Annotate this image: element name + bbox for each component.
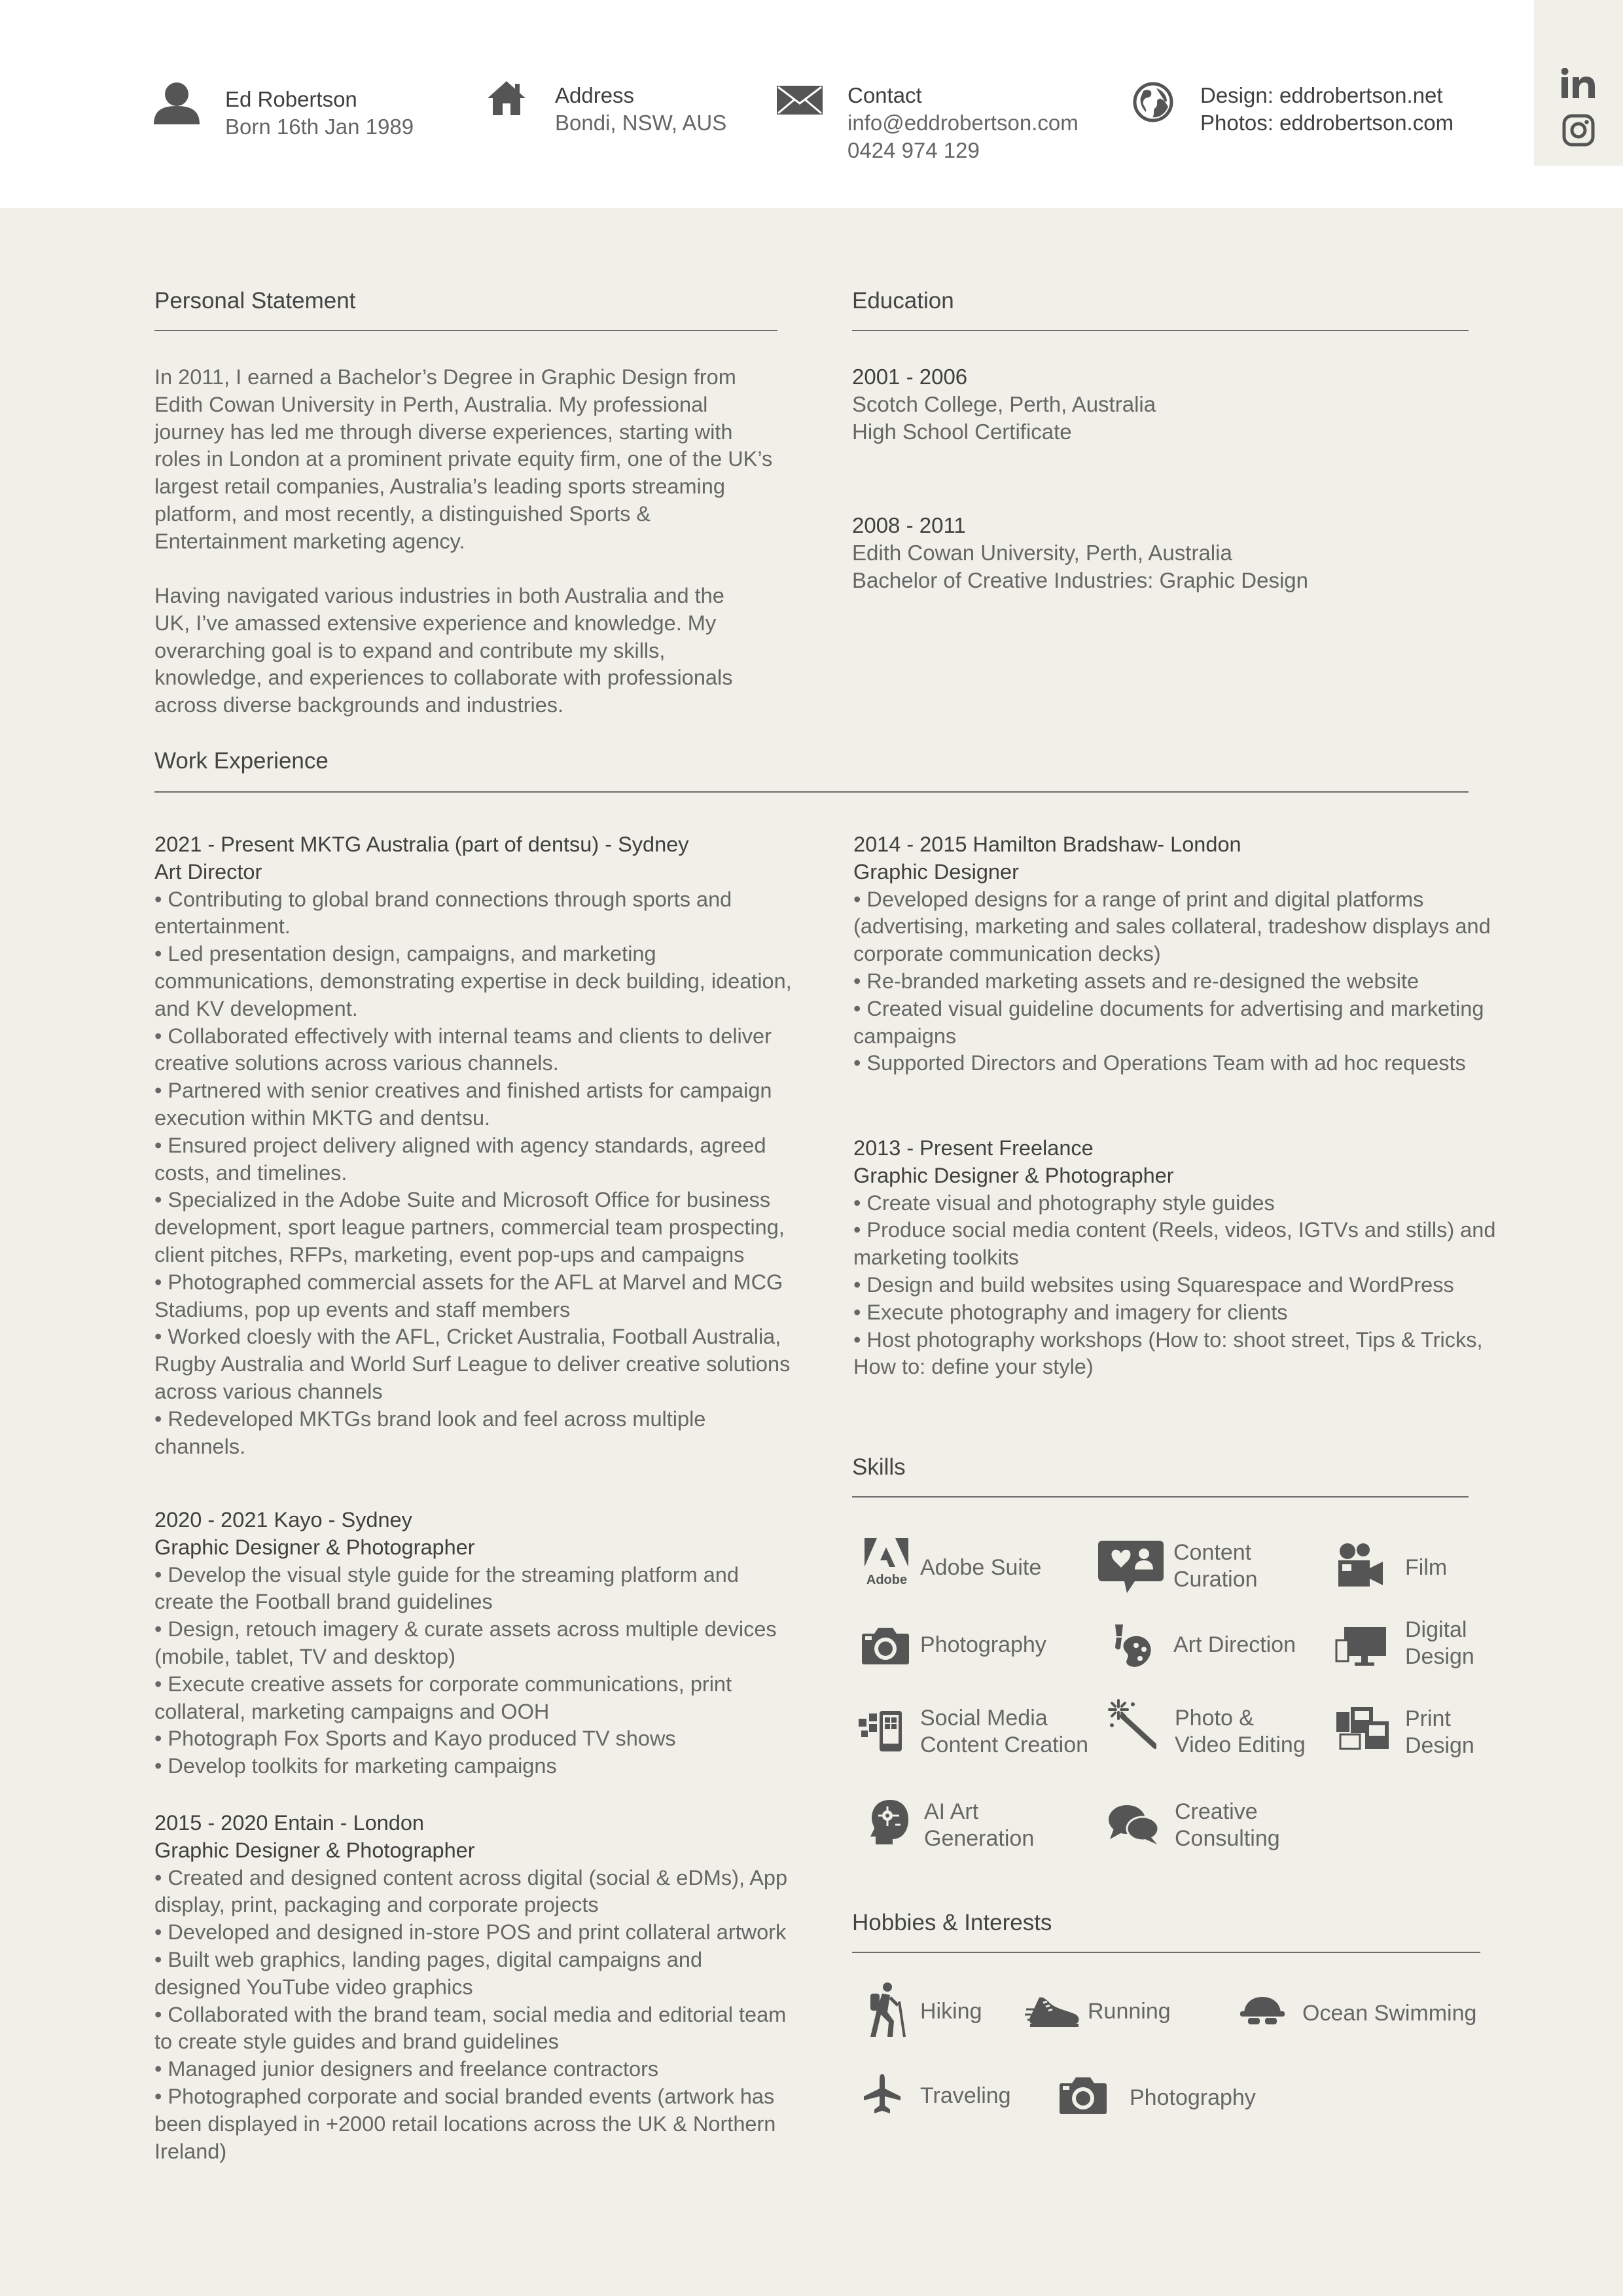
- hobby-label: Running: [1088, 1999, 1171, 2024]
- job-entry: [853, 1135, 1508, 1381]
- job-bullet: • Built web graphics, landing pages, digital campaigns and designed YouTube video graphics: [154, 1947, 703, 1999]
- contact-label: Contact: [847, 83, 922, 107]
- education-years: 2008 - 2011: [852, 513, 966, 537]
- film-camera-icon: [1337, 1542, 1384, 1588]
- globe-icon: [1133, 82, 1173, 122]
- address-value: Bondi, NSW, AUS: [555, 111, 727, 135]
- personal-statement-paragraph-1: In 2011, I earned a Bachelor’s Degree in Graphic Design from Edith Cowan University in Perth, Australia. My professional journey has led me through diverse experiences, starting with roles in London at a prominent private equity firm, one of the UK’s largest retail companies, Australia’s leading sports streaming platform, and most recently, a distinguished Sports & Entertainment marketing agency.: [154, 365, 773, 553]
- name: Ed Robertson: [225, 87, 357, 111]
- personal-statement-paragraph-2: Having navigated various industries in both Australia and the UK, I’ve amassed extensive experience and knowledge. My overarching goal is to expand and contribute my skills, knowledge, and experiences to collaborate with professionals across diverse backgrounds and industries.: [154, 584, 733, 717]
- job-bullet: • Develop toolkits for marketing campaigns: [154, 1754, 557, 1778]
- job-bullet: • Ensured project delivery aligned with agency standards, agreed costs, and timelines.: [154, 1133, 766, 1185]
- job-bullet: • Created visual guideline documents for advertising and marketing campaigns: [853, 996, 1484, 1048]
- job-bullet: • Execute photography and imagery for clients: [853, 1300, 1288, 1324]
- job-bullet: • Produce social media content (Reels, videos, IGTVs and stills) and marketing toolkits: [853, 1218, 1496, 1270]
- skill-label: AI Art Generation: [924, 1799, 1035, 1851]
- skill-label: Print Design: [1405, 1706, 1474, 1758]
- address-block: [555, 82, 726, 137]
- skill-label: Content Curation: [1173, 1540, 1258, 1592]
- job-entry: [154, 831, 793, 1460]
- job-role: Art Director: [154, 859, 262, 884]
- skill-label: Creative Consulting: [1175, 1799, 1280, 1851]
- job-bullets: [853, 1190, 1508, 1382]
- job-bullets: [853, 886, 1508, 1078]
- skill-label: Photography: [920, 1632, 1046, 1657]
- job-bullet: • Design and build websites using Squarespace and WordPress: [853, 1272, 1454, 1297]
- linkedin-icon[interactable]: [1561, 68, 1596, 98]
- job-heading: 2015 - 2020 Entain - London: [154, 1811, 424, 1835]
- education-item: [852, 363, 1156, 446]
- ai-head-icon: [869, 1799, 911, 1846]
- job-bullet: • Worked cloesly with the AFL, Cricket Australia, Football Australia, Rugby Australia and World Surf League to deliver creative solutions across various channels: [154, 1325, 791, 1403]
- job-bullet: • Host photography workshops (How to: shoot street, Tips & Tricks, How to: define your style): [853, 1327, 1483, 1379]
- job-bullet: • Specialized in the Adobe Suite and Microsoft Office for business development, sport league partners, commercial team prospecting, client pitches, RFPs, marketing, event pop-ups and campaigns: [154, 1188, 785, 1266]
- job-bullet: • Develop the visual style guide for the streaming platform and create the Football brand guidelines: [154, 1562, 739, 1614]
- job-role: Graphic Designer & Photographer: [154, 1838, 475, 1862]
- skills-title: Skills: [852, 1454, 906, 1480]
- job-bullet: • Collaborated with the brand team, social media and editorial team to create style guides and brand guidelines: [154, 2002, 787, 2054]
- job-heading: 2021 - Present MKTG Australia (part of dentsu) - Sydney: [154, 833, 689, 856]
- phone-number[interactable]: 0424 974 129: [847, 138, 980, 162]
- hobby-label: Photography: [1130, 2085, 1256, 2110]
- skill-label: Art Direction: [1173, 1632, 1296, 1657]
- house-icon: [486, 80, 527, 117]
- monitor-icon: [1335, 1626, 1387, 1668]
- print-layout-icon: [1335, 1706, 1390, 1750]
- hiker-icon: [865, 1982, 906, 2038]
- job-bullets: [154, 1562, 793, 1780]
- skill-label: Adobe Suite: [920, 1555, 1042, 1580]
- job-heading: 2020 - 2021 Kayo - Sydney: [154, 1508, 412, 1532]
- email-link[interactable]: info@eddrobertson.com: [847, 111, 1079, 135]
- skill-label: Photo & Video Editing: [1175, 1706, 1306, 1757]
- personal-statement-divider: [154, 330, 777, 331]
- job-bullet: • Photograph Fox Sports and Kayo produced TV shows: [154, 1727, 676, 1751]
- airplane-icon: [863, 2073, 902, 2115]
- hobby-label: Ocean Swimming: [1302, 2001, 1477, 2026]
- adobe-wordmark: Adobe: [866, 1573, 908, 1587]
- job-bullet: • Contributing to global brand connections through sports and entertainment.: [154, 887, 732, 939]
- design-website-link[interactable]: Design: eddrobertson.net: [1200, 83, 1443, 107]
- education-item: [852, 512, 1308, 594]
- hobbies-divider: [852, 1952, 1480, 1953]
- job-entry: [154, 1507, 793, 1780]
- job-role: Graphic Designer: [853, 859, 1019, 884]
- job-entry: [853, 831, 1508, 1077]
- job-bullets: [154, 1865, 793, 2166]
- work-experience-divider: [154, 791, 1469, 793]
- envelope-icon: [776, 85, 823, 115]
- education-school: Scotch College, Perth, Australia: [852, 392, 1156, 416]
- job-heading: 2014 - 2015 Hamilton Bradshaw- London: [853, 833, 1241, 856]
- education-award: High School Certificate: [852, 420, 1072, 444]
- running-shoe-icon: [1025, 1994, 1081, 2028]
- job-bullet: • Re-branded marketing assets and re-designed the website: [853, 969, 1419, 993]
- job-bullet: • Photographed commercial assets for the AFL at Marvel and MCG Stadiums, pop up events and staff members: [154, 1270, 783, 1321]
- hobby-label: Traveling: [920, 2083, 1011, 2108]
- job-bullet: • Led presentation design, campaigns, and marketing communications, demonstrating expertise in deck building, ideation, and KV development.: [154, 942, 792, 1020]
- skill-label: Digital Design: [1405, 1617, 1474, 1669]
- magic-wand-icon: [1108, 1699, 1156, 1749]
- contact-block: [847, 82, 1079, 164]
- skill-label: Film: [1405, 1555, 1448, 1580]
- job-bullet: • Managed junior designers and freelance contractors: [154, 2057, 659, 2081]
- skills-divider: [852, 1496, 1469, 1498]
- education-title: Education: [852, 288, 954, 314]
- work-experience-title: Work Experience: [154, 748, 329, 774]
- header-name-block: [225, 86, 414, 141]
- job-bullet: • Developed and designed in-store POS and print collateral artwork: [154, 1920, 787, 1945]
- education-divider: [852, 330, 1469, 331]
- birth-date: Born 16th Jan 1989: [225, 115, 414, 139]
- job-bullet: • Supported Directors and Operations Team with ad hoc requests: [853, 1051, 1466, 1075]
- job-bullet: • Partnered with senior creatives and finished artists for campaign execution within MKTG and dentsu.: [154, 1079, 772, 1130]
- hobbies-title: Hobbies & Interests: [852, 1910, 1052, 1935]
- social-links: [1534, 0, 1623, 166]
- job-bullet: • Created and designed content across digital (social & eDMs), App display, print, packaging and corporate projects: [154, 1865, 788, 1917]
- palette-brush-icon: [1107, 1623, 1153, 1670]
- photo-website-link[interactable]: Photos: eddrobertson.com: [1200, 111, 1454, 135]
- job-heading: 2013 - Present Freelance: [853, 1136, 1094, 1160]
- job-bullet: • Create visual and photography style guides: [853, 1191, 1275, 1215]
- job-bullet: • Execute creative assets for corporate communications, print collateral, marketing campaigns and OOH: [154, 1672, 732, 1723]
- job-role: Graphic Designer & Photographer: [154, 1535, 475, 1559]
- job-role: Graphic Designer & Photographer: [853, 1163, 1174, 1187]
- camera-icon: [1058, 2075, 1108, 2115]
- job-bullets: [154, 886, 793, 1461]
- skill-label: Social Media Content Creation: [920, 1706, 1089, 1757]
- header: [0, 0, 1623, 208]
- education-years: 2001 - 2006: [852, 365, 968, 389]
- education-school: Edith Cowan University, Perth, Australia: [852, 541, 1232, 565]
- speech-bubbles-icon: [1107, 1803, 1160, 1846]
- camera-icon: [861, 1626, 910, 1665]
- job-entry: [154, 1810, 793, 2165]
- adobe-icon: [863, 1537, 911, 1587]
- instagram-icon[interactable]: [1562, 114, 1595, 147]
- swimmer-icon: [1239, 1994, 1286, 2027]
- address-label: Address: [555, 83, 635, 107]
- phone-grid-icon: [857, 1704, 907, 1754]
- job-bullet: • Design, retouch imagery & curate assets across multiple devices (mobile, tablet, TV and desktop): [154, 1617, 777, 1668]
- job-bullet: • Redeveloped MKTGs brand look and feel across multiple channels.: [154, 1407, 706, 1458]
- job-bullet: • Photographed corporate and social branded events (artwork has been displayed in +2000 retail locations across the UK & Northern Ireland): [154, 2084, 776, 2163]
- chat-heart-icon: [1097, 1539, 1165, 1594]
- person-icon: [152, 81, 201, 124]
- hobby-label: Hiking: [920, 1999, 982, 2024]
- websites-block: [1200, 82, 1454, 137]
- job-bullet: • Collaborated effectively with internal teams and clients to deliver creative solutions across various channels.: [154, 1024, 772, 1075]
- personal-statement-title: Personal Statement: [154, 288, 356, 314]
- job-bullet: • Developed designs for a range of print and digital platforms (advertising, marketing and sales collateral, tradeshow displays and corporate communication decks): [853, 887, 1491, 966]
- education-award: Bachelor of Creative Industries: Graphic Design: [852, 568, 1308, 592]
